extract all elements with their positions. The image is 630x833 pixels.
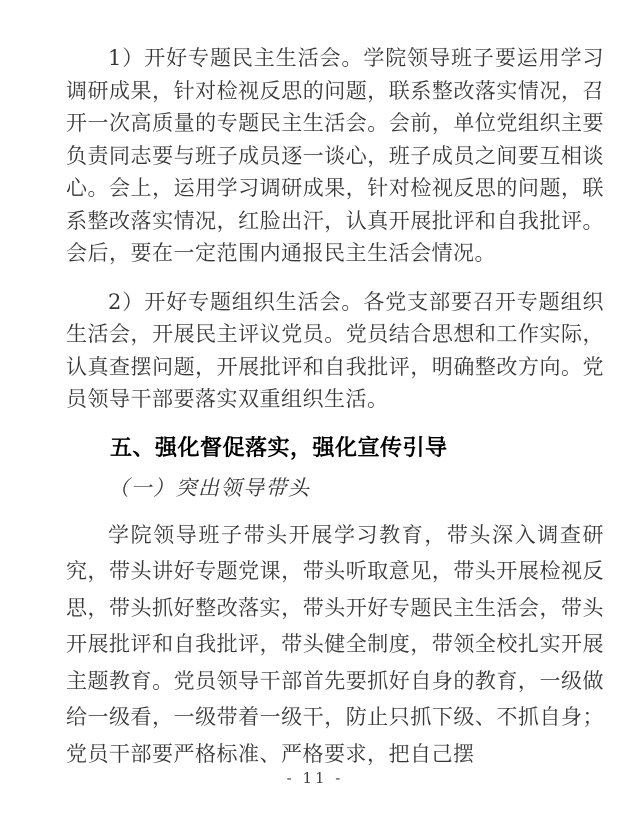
page-number: - 11 - bbox=[286, 769, 344, 787]
paragraph-leadership-lead: 学院领导班子带头开展学习教育，带头深入调查研究，带头讲好专题党课，带头听取意见，带头开展检视反思，带头抓好整改落实，带头开好专题民主生活会，带头开展批评和自我批评，带头健全制度，带领全校扎实开展主题教育。党员领导干部首先要抓好自身的教育，一级做给一级看，一级带着一级干，防止只抓下级、不抓自身；党员干部要严格标准、严格要求，把自己摆 bbox=[66, 522, 604, 766]
section-heading-five: 五、强化督促落实，强化宣传引导 bbox=[110, 435, 448, 461]
subsection-heading-one: （一）突出领导带头 bbox=[108, 475, 311, 500]
paragraph-democratic-life-meeting: 1）开好专题民主生活会。学院领导班子要运用学习调研成果，针对检视反思的问题，联系整改落实情况，召开一次高质量的专题民主生活会。会前，单位党组织主要负责同志要与班子成员逐一谈心，班子成员之间要互相谈心。会上，运用学习调研成果，针对检视反思的问题，联系整改落实情况，红脸出汗，认真开展批评和自我批评。会后，要在一定范围内通报民主生活会情况。 bbox=[66, 46, 604, 265]
paragraph-org-life-meeting: 2）开好专题组织生活会。各党支部要召开专题组织生活会，开展民主评议党员。党员结合思想和工作实际，认真查摆问题，开展批评和自我批评，明确整改方向。党员领导干部要落实双重组织生活。 bbox=[66, 289, 604, 411]
